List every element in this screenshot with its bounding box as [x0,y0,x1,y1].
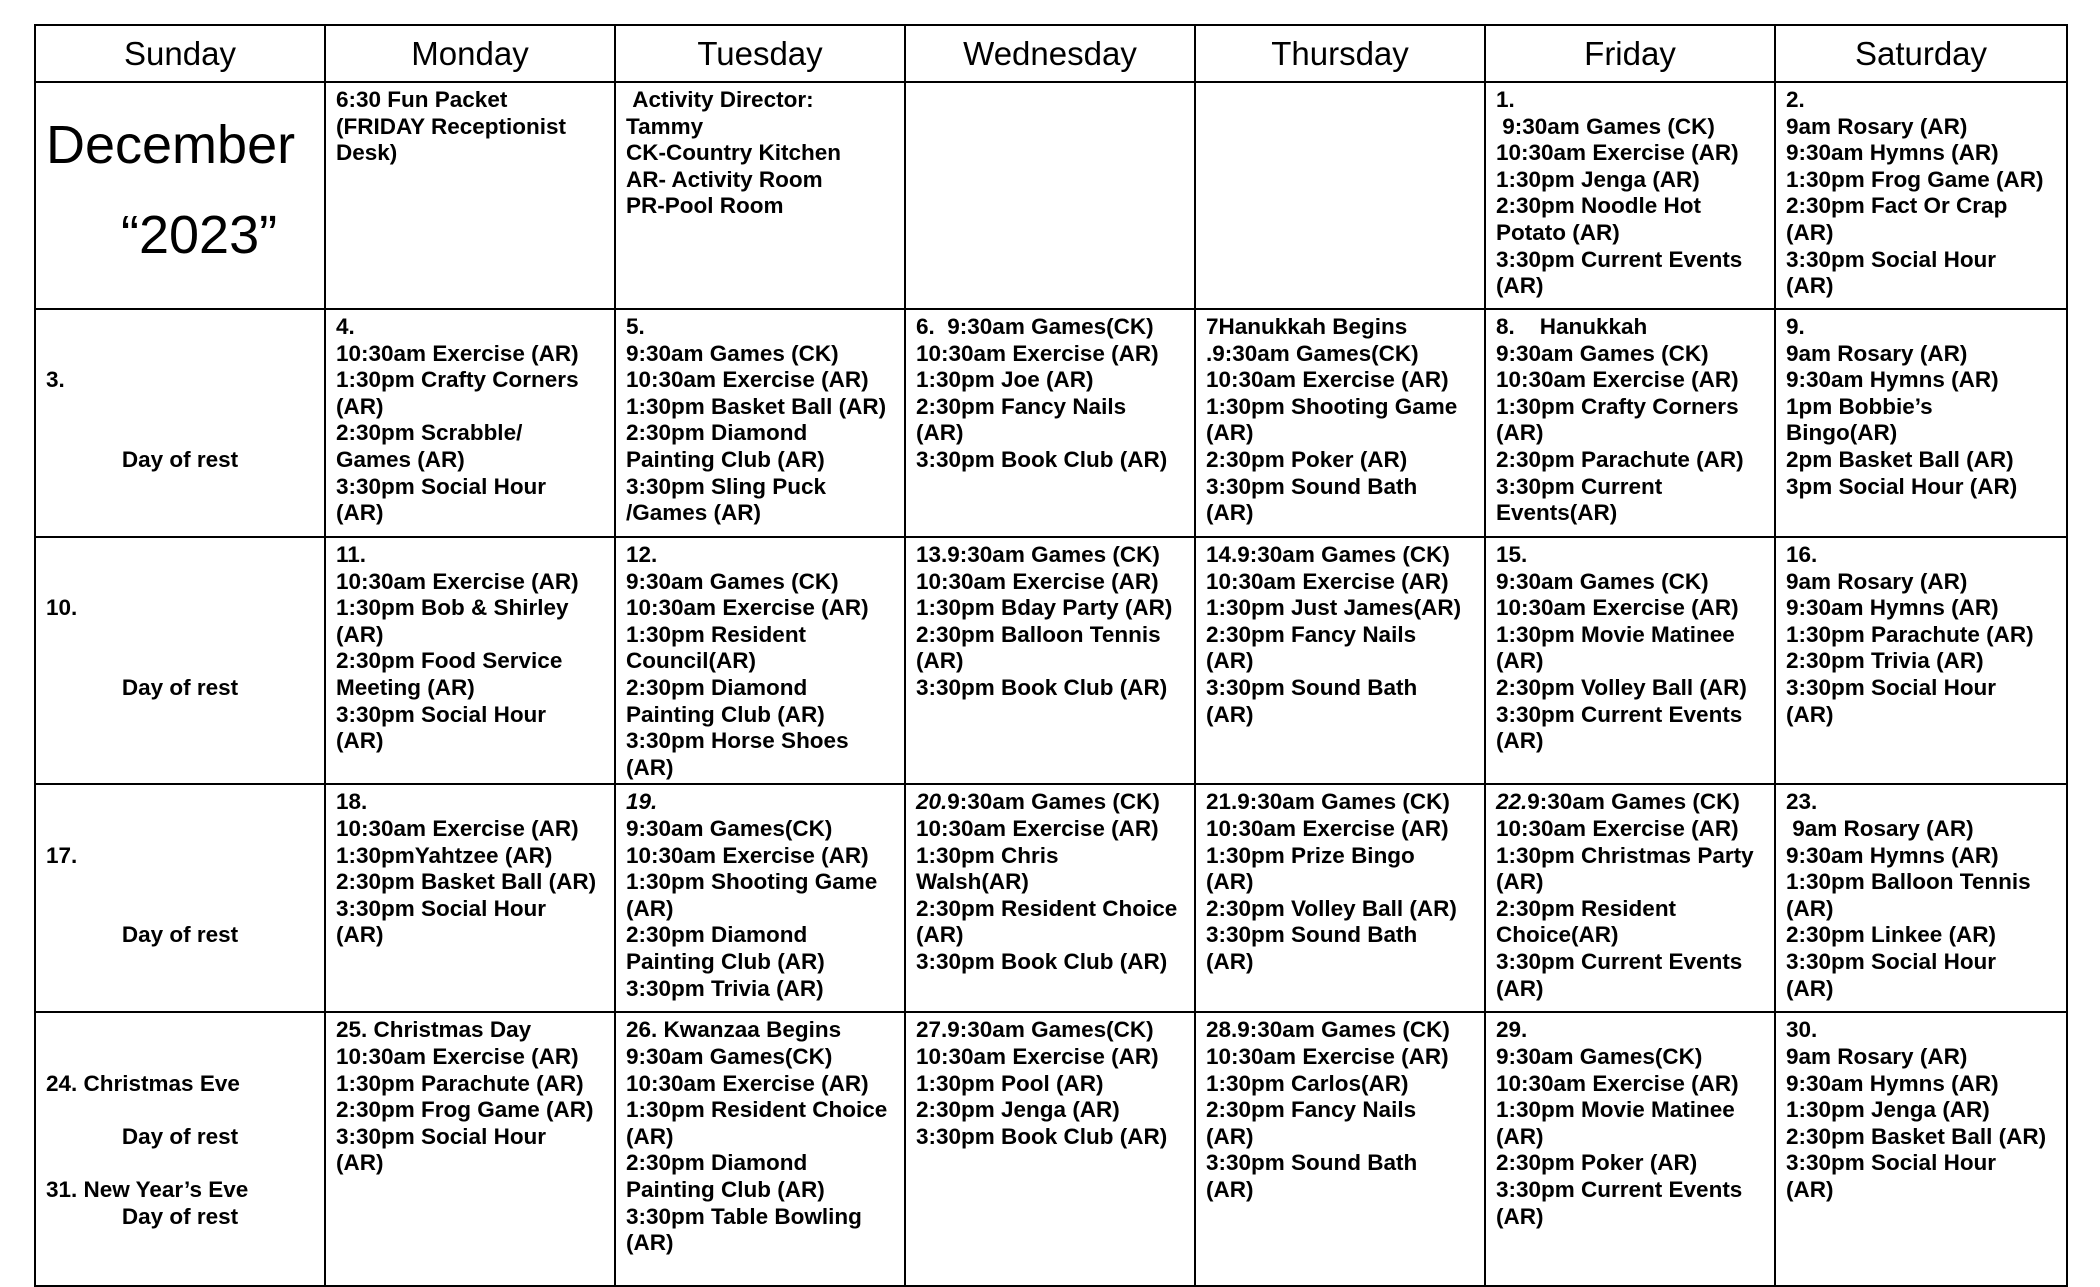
day-cell-text: 1. 9:30am Games (CK) 10:30am Exercise (AR) 1:30pm Jenga (AR) 2:30pm Noodle Hot Potato (AR) 3:30pm Current Events (AR) [1496,87,1743,299]
day-cell [1775,1012,2067,1286]
day-cell [325,537,615,784]
day-cell [1195,784,1485,1012]
day-cell [905,1012,1195,1286]
sunday-cell [35,1012,325,1286]
day-header-thursday: Thursday [1195,25,1485,82]
day-cell [1775,309,2067,537]
day-cell [1195,537,1485,784]
day-header-sunday: Sunday [35,25,325,82]
sunday-cell-content [36,1013,324,1285]
day-cell [905,537,1195,784]
day-cell [1485,537,1775,784]
day-cell [1485,309,1775,537]
day-header-saturday: Saturday [1775,25,2067,82]
day-cell [615,1012,905,1286]
day-cell [1485,1012,1775,1286]
day-cell-text [1196,83,1484,89]
day-header-wednesday: Wednesday [905,25,1195,82]
sunday-cell [35,537,325,784]
day-cell-text: 9. 9am Rosary (AR) 9:30am Hymns (AR) 1pm Bobbie’s Bingo(AR) 2pm Basket Ball (AR) 3pm Social Hour (AR) [1786,314,2018,499]
day-cell [1775,784,2067,1012]
day-cell [325,784,615,1012]
day-of-rest-label: Day of rest [121,1123,239,1149]
day-cell [905,309,1195,537]
day-of-rest-label: Day of rest [121,1203,239,1229]
week-row-4 [35,784,2067,1012]
sunday-date: 10. [46,595,78,621]
sunday-cell-content [36,310,324,529]
day-cell-text: 15. 9:30am Games (CK) 10:30am Exercise (AR) 1:30pm Movie Matinee (AR) 2:30pm Volley Ball (AR) 3:30pm Current Events (AR) [1496,542,1747,754]
day-cell [905,784,1195,1012]
weekday-header-row [35,25,2067,82]
day-cell-empty [1195,82,1485,309]
sunday-holiday-label: 31. New Year’s Eve [46,1176,249,1202]
month-title: December [46,115,296,175]
day-cell-text: 6. 9:30am Games(CK) 10:30am Exercise (AR) 1:30pm Joe (AR) 2:30pm Fancy Nails (AR) 3:30pm Book Club (AR) [916,314,1168,472]
day-cell [1775,537,2067,784]
day-cell [615,82,905,309]
day-cell-text: 14.9:30am Games (CK) 10:30am Exercise (AR) 1:30pm Just James(AR) 2:30pm Fancy Nails (AR) 3:30pm Sound Bath (AR) [1206,542,1462,727]
day-cell [325,82,615,309]
week-row-2 [35,309,2067,537]
day-cell-text: 23. 9am Rosary (AR) 9:30am Hymns (AR) 1:30pm Balloon Tennis (AR) 2:30pm Linkee (AR) 3:30pm Social Hour (AR) [1786,789,2031,1001]
day-cell-content [906,785,1194,977]
day-cell-text: 25. Christmas Day 10:30am Exercise (AR) 1:30pm Parachute (AR) 2:30pm Frog Game (AR) 3:30pm Social Hour (AR) [336,1017,594,1176]
day-cell-text: 12. 9:30am Games (CK) 10:30am Exercise (AR) 1:30pm Resident Council(AR) 2:30pm Diamond Painting Club (AR) 3:30pm Horse Shoes (AR) [626,542,869,780]
day-header-monday: Monday [325,25,615,82]
day-cell [1195,1012,1485,1286]
title-cell [35,82,325,309]
day-cell [615,784,905,1012]
day-cell-text [906,83,1194,89]
day-cell [615,309,905,537]
day-cell [615,537,905,784]
day-cell [1485,784,1775,1012]
day-cell-text: 28.9:30am Games (CK) 10:30am Exercise (AR) 1:30pm Carlos(AR) 2:30pm Fancy Nails (AR) 3:30pm Sound Bath (AR) [1206,1017,1450,1202]
sunday-date: 17. [46,842,78,868]
sunday-date: 3. [46,367,65,393]
day-cell [325,309,615,537]
day-cell-text: 26. Kwanzaa Begins 9:30am Games(CK) 10:30am Exercise (AR) 1:30pm Resident Choice (AR) 2:30pm Diamond Painting Club (AR) 3:30pm Table Bowling (AR) [626,1017,888,1256]
day-cell-text: 30. 9am Rosary (AR) 9:30am Hymns (AR) 1:30pm Jenga (AR) 2:30pm Basket Ball (AR) 3:30pm Social Hour (AR) [1786,1017,2047,1202]
day-of-rest-label: Day of rest [121,922,239,948]
day-date: 20. [916,789,948,815]
day-cell [1485,82,1775,309]
day-cell-text: 29. 9:30am Games(CK) 10:30am Exercise (AR) 1:30pm Movie Matinee (AR) 2:30pm Poker (AR) 3:30pm Current Events (AR) [1496,1017,1743,1229]
day-cell-text: 16. 9am Rosary (AR) 9:30am Hymns (AR) 1:30pm Parachute (AR) 2:30pm Trivia (AR) 3:30pm Social Hour (AR) [1786,542,2034,727]
week-row-3 [35,537,2067,784]
week-row-5 [35,1012,2067,1286]
day-cell-text: 4. 10:30am Exercise (AR) 1:30pm Crafty Corners (AR) 2:30pm Scrabble/ Games (AR) 3:30pm Social Hour (AR) [336,314,579,526]
day-cell-text: 9:30am Games (CK) 10:30am Exercise (AR) 1:30pm Christmas Party (AR) 2:30pm Resident Choice(AR) 3:30pm Current Events (AR) [1496,789,1754,1001]
sunday-cell [35,784,325,1012]
day-cell-text: 18. 10:30am Exercise (AR) 1:30pmYahtzee (AR) 2:30pm Basket Ball (AR) 3:30pm Social Hour (AR) [336,789,597,948]
day-cell-content [1486,785,1774,1004]
day-cell [325,1012,615,1286]
sunday-cell-content [36,785,324,1004]
day-cell-content [616,785,904,1004]
day-cell [1195,309,1485,537]
day-cell-text: 21.9:30am Games (CK) 10:30am Exercise (AR) 1:30pm Prize Bingo (AR) 2:30pm Volley Ball (AR) 3:30pm Sound Bath (AR) [1206,789,1457,974]
day-of-rest-label: Day of rest [121,674,239,700]
day-cell-text: 9:30am Games (CK) 10:30am Exercise (AR) 1:30pm Chris Walsh(AR) 2:30pm Resident Choice (AR) 3:30pm Book Club (AR) [916,789,1178,974]
day-cell-text: 27.9:30am Games(CK) 10:30am Exercise (AR) 1:30pm Pool (AR) 2:30pm Jenga (AR) 3:30pm Book Club (AR) [916,1017,1168,1149]
day-cell-text: 13.9:30am Games (CK) 10:30am Exercise (AR) 1:30pm Bday Party (AR) 2:30pm Balloon Tennis (AR) 3:30pm Book Club (AR) [916,542,1173,700]
day-header-tuesday: Tuesday [615,25,905,82]
day-cell-text: 7Hanukkah Begins .9:30am Games(CK) 10:30am Exercise (AR) 1:30pm Shooting Game (AR) 2:30pm Poker (AR) 3:30pm Sound Bath (AR) [1206,314,1458,526]
day-cell-text: 11. 10:30am Exercise (AR) 1:30pm Bob & Shirley (AR) 2:30pm Food Service Meeting (AR) 3:30pm Social Hour (AR) [336,542,579,754]
day-cell-text: 6:30 Fun Packet (FRIDAY Receptionist Desk) [336,87,567,166]
day-of-rest-label: Day of rest [121,446,239,472]
year-title: “2023” [121,205,278,265]
calendar-table [34,24,2068,1287]
sunday-cell-content [36,538,324,757]
legend-text: Activity Director: Tammy CK-Country Kitchen AR- Activity Room PR-Pool Room [626,87,841,219]
day-date: 19. [626,789,658,815]
day-cell-text: 2. 9am Rosary (AR) 9:30am Hymns (AR) 1:30pm Frog Game (AR) 2:30pm Fact Or Crap (AR) 3:30pm Social Hour (AR) [1786,87,2044,299]
day-header-friday: Friday [1485,25,1775,82]
day-cell [1775,82,2067,309]
sunday-holiday-label: 24. Christmas Eve [46,1070,240,1096]
day-cell-empty [905,82,1195,309]
day-cell-text: 5. 9:30am Games (CK) 10:30am Exercise (AR) 1:30pm Basket Ball (AR) 2:30pm Diamond Painting Club (AR) 3:30pm Sling Puck /Games (AR) [626,314,887,526]
day-cell-text: 8. Hanukkah 9:30am Games (CK) 10:30am Exercise (AR) 1:30pm Crafty Corners (AR) 2:30pm Parachute (AR) 3:30pm Current Events(AR) [1496,314,1744,526]
week-row-1 [35,82,2067,309]
day-date: 22. [1496,789,1528,815]
sunday-cell [35,309,325,537]
day-cell-text: 9:30am Games(CK) 10:30am Exercise (AR) 1:30pm Shooting Game (AR) 2:30pm Diamond Painting Club (AR) 3:30pm Trivia (AR) [626,815,878,1001]
